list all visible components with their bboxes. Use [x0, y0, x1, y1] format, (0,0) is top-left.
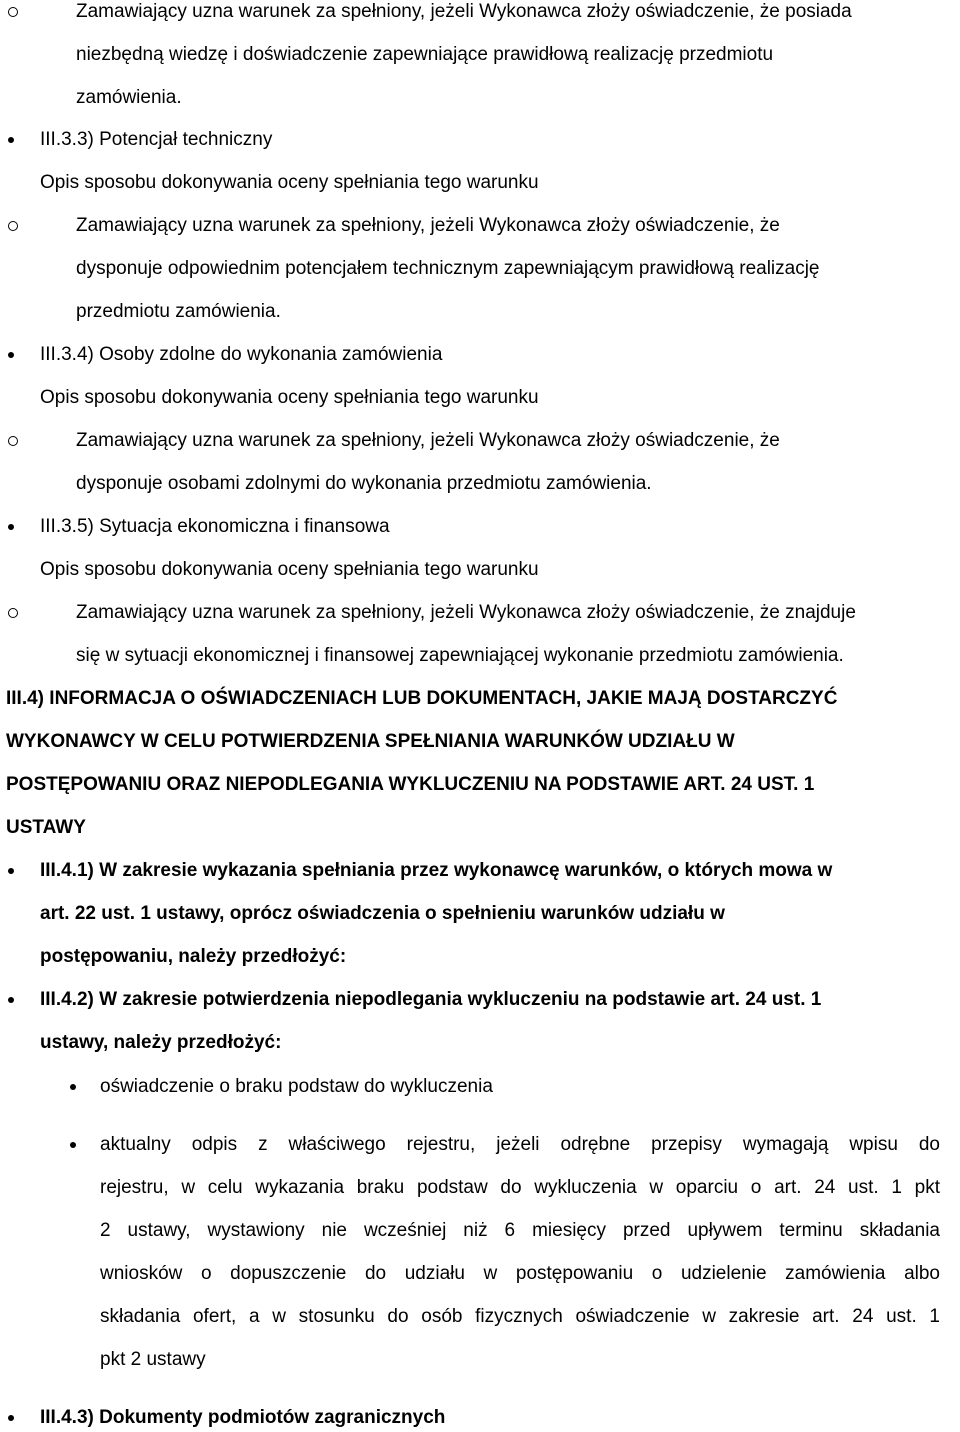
paragraph-line: Zamawiający uzna warunek za spełniony, jeżeli Wykonawca złoży oświadczenie, że: [76, 215, 780, 236]
bullet-icon: [8, 524, 14, 530]
section-title: USTAWY: [6, 817, 86, 838]
section-title: WYKONAWCY W CELU POTWIERDZENIA SPEŁNIANIA WARUNKÓW UDZIAŁU W: [6, 731, 735, 752]
circle-bullet-icon: [8, 7, 18, 17]
paragraph-line: się w sytuacji ekonomicznej i finansowej zapewniającej wykonanie przedmiotu zamówienia.: [76, 645, 844, 666]
paragraph-line: niezbędną wiedzę i doświadczenie zapewniające prawidłową realizację przedmiotu: [76, 44, 774, 65]
paragraph-line: zamówienia.: [76, 87, 182, 108]
paragraph-line: Opis sposobu dokonywania oceny spełniania tego warunku: [40, 172, 539, 193]
paragraph-line: Zamawiający uzna warunek za spełniony, jeżeli Wykonawca złoży oświadczenie, że znajduje: [76, 602, 856, 623]
bullet-icon: [8, 868, 14, 874]
subsection-line: ustawy, należy przedłożyć:: [40, 1032, 282, 1053]
bullet-icon: [8, 1415, 14, 1421]
section-title: POSTĘPOWANIU ORAZ NIEPODLEGANIA WYKLUCZENIU NA PODSTAWIE ART. 24 UST. 1: [6, 774, 815, 795]
subsection-line: art. 22 ust. 1 ustawy, oprócz oświadczenia o spełnieniu warunków udziału w: [40, 903, 725, 924]
list-item: składania ofert, a w stosunku do osób fizycznych oświadczenie w zakresie art. 24 ust. 1: [100, 1306, 940, 1327]
list-item: pkt 2 ustawy: [100, 1349, 206, 1370]
section-heading: III.3.4) Osoby zdolne do wykonania zamówienia: [40, 344, 443, 365]
paragraph-line: dysponuje odpowiednim potencjałem technicznym zapewniającym prawidłową realizację: [76, 258, 820, 279]
bullet-icon: [70, 1084, 76, 1090]
section-heading: III.3.5) Sytuacja ekonomiczna i finansowa: [40, 516, 390, 537]
bullet-icon: [8, 137, 14, 143]
subsection-line: postępowaniu, należy przedłożyć:: [40, 946, 347, 967]
subsection-line: III.4.2) W zakresie potwierdzenia niepodlegania wykluczeniu na podstawie art. 24 ust. 1: [40, 989, 822, 1010]
circle-bullet-icon: [8, 221, 18, 231]
section-title: III.4) INFORMACJA O OŚWIADCZENIACH LUB DOKUMENTACH, JAKIE MAJĄ DOSTARCZYĆ: [6, 688, 838, 709]
subsection-line: III.4.3) Dokumenty podmiotów zagranicznych: [40, 1407, 446, 1428]
paragraph-line: dysponuje osobami zdolnymi do wykonania przedmiotu zamówienia.: [76, 473, 652, 494]
bullet-icon: [70, 1142, 76, 1148]
paragraph-line: Opis sposobu dokonywania oceny spełniania tego warunku: [40, 387, 539, 408]
list-item: wniosków o dopuszczenie do udziału w postępowaniu o udzielenie zamówienia albo: [100, 1263, 940, 1284]
paragraph-line: przedmiotu zamówienia.: [76, 301, 281, 322]
list-item: 2 ustawy, wystawiony nie wcześniej niż 6 miesięcy przed upływem terminu składania: [100, 1220, 940, 1241]
circle-bullet-icon: [8, 608, 18, 618]
bullet-icon: [8, 352, 14, 358]
list-item: rejestru, w celu wykazania braku podstaw do wykluczenia w oparciu o art. 24 ust. 1 pkt: [100, 1177, 940, 1198]
paragraph-line: Opis sposobu dokonywania oceny spełniania tego warunku: [40, 559, 539, 580]
paragraph-line: Zamawiający uzna warunek za spełniony, jeżeli Wykonawca złoży oświadczenie, że posiada: [76, 1, 852, 22]
circle-bullet-icon: [8, 436, 18, 446]
paragraph-line: Zamawiający uzna warunek za spełniony, jeżeli Wykonawca złoży oświadczenie, że: [76, 430, 780, 451]
bullet-icon: [8, 997, 14, 1003]
list-item: aktualny odpis z właściwego rejestru, jeżeli odrębne przepisy wymagają wpisu do: [100, 1134, 940, 1155]
subsection-line: III.4.1) W zakresie wykazania spełniania przez wykonawcę warunków, o których mowa w: [40, 860, 833, 881]
section-heading: III.3.3) Potencjał techniczny: [40, 129, 273, 150]
list-item: oświadczenie o braku podstaw do wykluczenia: [100, 1076, 493, 1097]
